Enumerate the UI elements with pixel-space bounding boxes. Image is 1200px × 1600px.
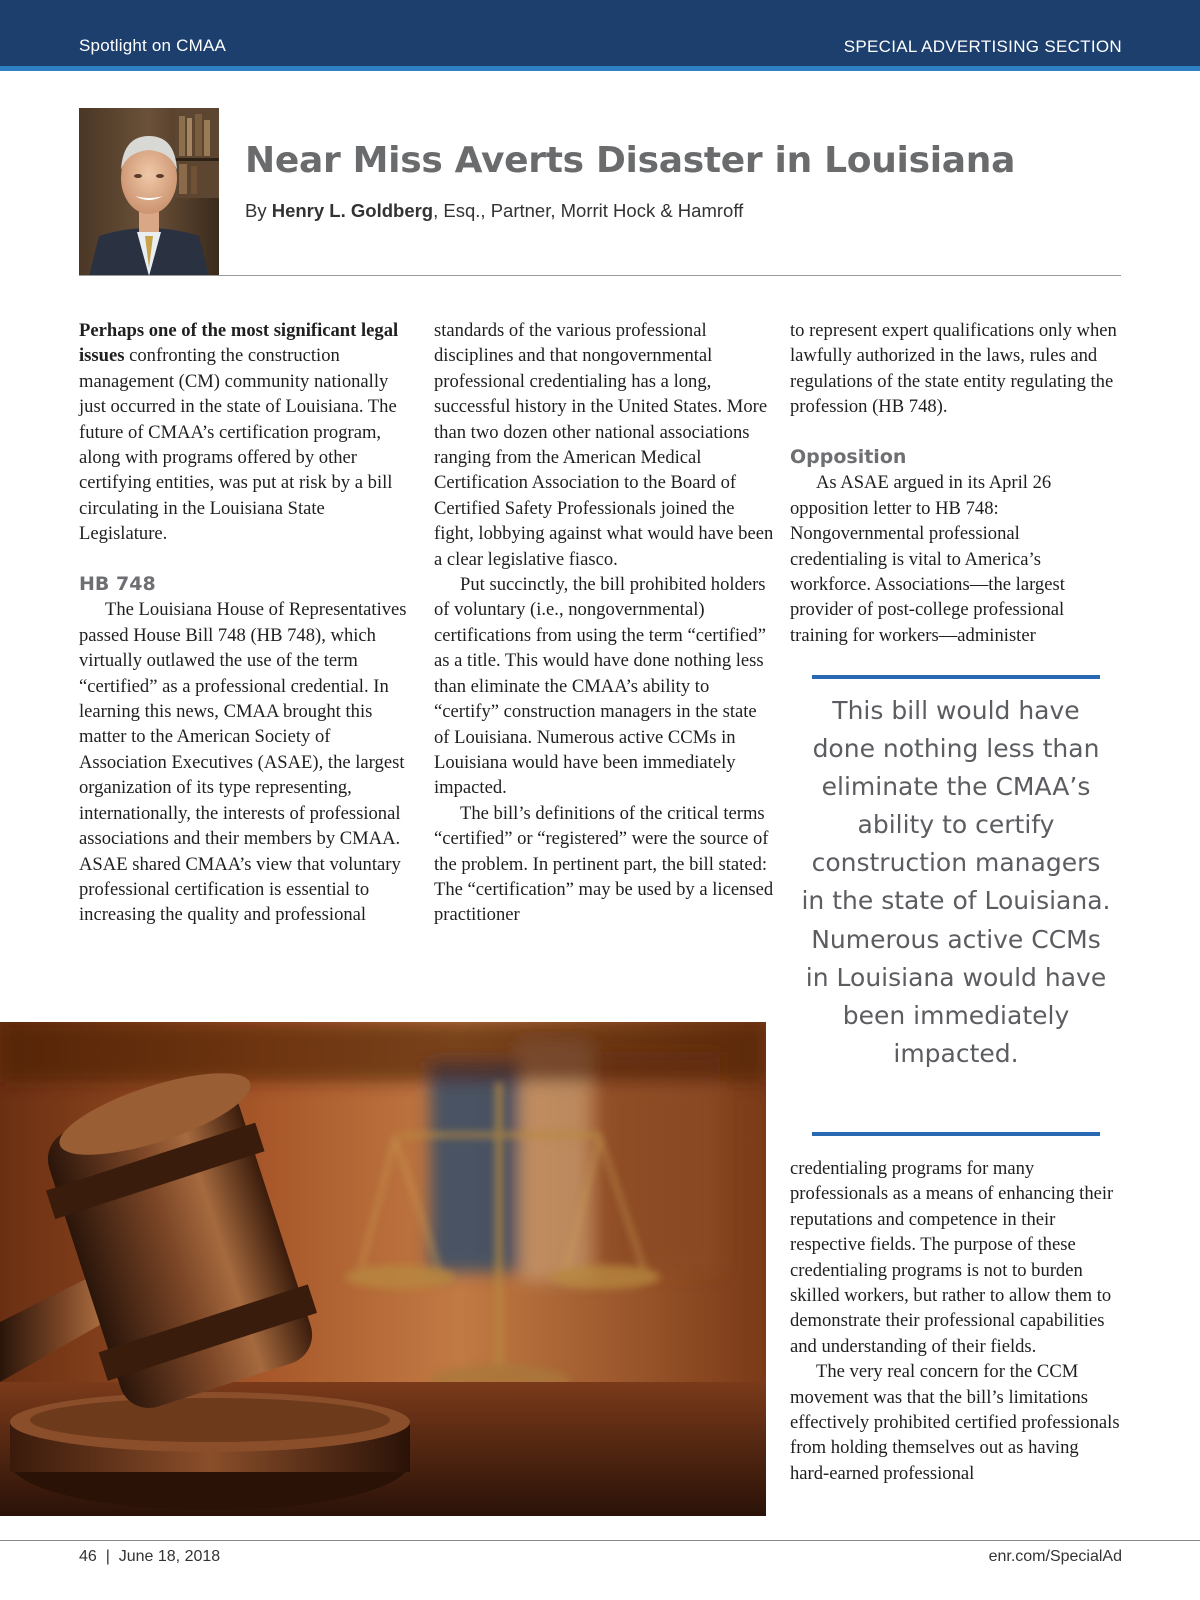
footer-url: enr.com/SpecialAd (988, 1548, 1122, 1565)
advertising-label: SPECIAL ADVERTISING SECTION (843, 37, 1122, 56)
gavel-photo (0, 1022, 766, 1516)
paragraph-expert-qualifications: to represent expert qualifications only when lawfully authorized in the laws, rules and regulations of the state entity regulating the profession (HB 748). (790, 320, 1117, 418)
paragraph-opposition: As ASAE argued in its April 26 opposition letter to HB 748: Nongovernmental professional credentialing is vital to America’s workforce. Associations—the largest provider of post-college professional training for workers—administer (790, 472, 1065, 646)
subhead-hb748: HB 748 (79, 573, 156, 596)
pull-quote-rule-bottom (812, 1132, 1100, 1136)
footer-divider (0, 1540, 1200, 1541)
subhead-opposition: Opposition (790, 446, 907, 469)
column-3-top (790, 318, 1120, 648)
header-stripe (0, 66, 1200, 71)
paragraph-hb748: The Louisiana House of Representatives passed House Bill 748 (HB 748), which virtually outlawed the use of the term “certified” as a professional credential. In learning this news, CMAA brought this matter to the American Society of Association Executives (ASAE), the largest organization of its type representing, internationally, the interests of professional associations and their members by CMAA. ASAE shared CMAA’s view that voluntary professional certification is essential to increasing the quality and professional (79, 599, 407, 926)
section-label: Spotlight on CMAA (79, 36, 227, 55)
column-1 (79, 318, 417, 928)
gavel-and-scales-image (0, 1022, 766, 1516)
paragraph-definitions: The bill’s definitions of the critical terms “certified” or “registered” were the source of the problem. In pertinent part, the bill stated: The “certification” may be used by a licensed practitioner (434, 802, 774, 926)
paragraph-ccm-concern: The very real concern for the CCM movement was that the bill’s limitations effectively prohibited certified professionals from holding themselves out as having hard-earned professional (790, 1361, 1120, 1484)
paragraph-succinctly: Put succinctly, the bill prohibited holders of voluntary (i.e., nongovernmental) certifications from using the term “certified” as a title. This would have done nothing less than eliminate the CMAA’s ability to “certify” construction managers in the state of Louisiana. Numerous active CCMs in Louisiana would have been immediately impacted. (434, 574, 766, 799)
page-number-date: 46 | June 18, 2018 (79, 1548, 221, 1565)
pull-quote: This bill would have done nothing less than eliminate the CMAA’s ability to certify construction managers in the state of Louisiana. Numerous active CCMs in Louisiana would have been immediately impacted. (801, 696, 1111, 1068)
column-3-bottom (790, 1156, 1120, 1486)
byline-author: Henry L. Goldberg (271, 200, 434, 221)
pull-quote-rule-top (812, 675, 1100, 679)
lead-bold-phrase: Perhaps one of the most significant legal issues (79, 320, 399, 367)
column-2 (434, 318, 774, 928)
paragraph-standards: standards of the various professional disciplines and that nongovernmental professional credentialing has a long, successful history in the United States. More than two dozen other national associations ranging from the American Medical Certification Association to the Board of Certified Safety Professionals joined the fight, lobbying against what would have been a clear legislative fiasco. (434, 320, 774, 570)
byline-affiliation: , Esq., Partner, Morrit Hock & Hamroff (433, 200, 744, 221)
author-portrait-image (79, 108, 219, 276)
author-portrait (79, 108, 219, 276)
article-title: Near Miss Averts Disaster in Louisiana (245, 140, 1016, 181)
lead-text: confronting the construction management (CM) community nationally just occurred in the state of Louisiana. The future of CMAA’s certification program, along with programs offered by other certifying entities, was put at risk by a bill circulating in the Louisiana State Legislature. (79, 345, 397, 545)
paragraph-credentialing: credentialing programs for many professionals as a means of enhancing their reputations and competence in their respective fields. The purpose of these credentialing programs is not to burden skilled workers, but rather to allow them to demonstrate their professional capabilities and understanding of their fields. (790, 1158, 1114, 1357)
byline-prefix: By (245, 200, 272, 221)
byline (245, 200, 743, 222)
lead-paragraph (79, 318, 417, 547)
title-divider (79, 275, 1121, 276)
